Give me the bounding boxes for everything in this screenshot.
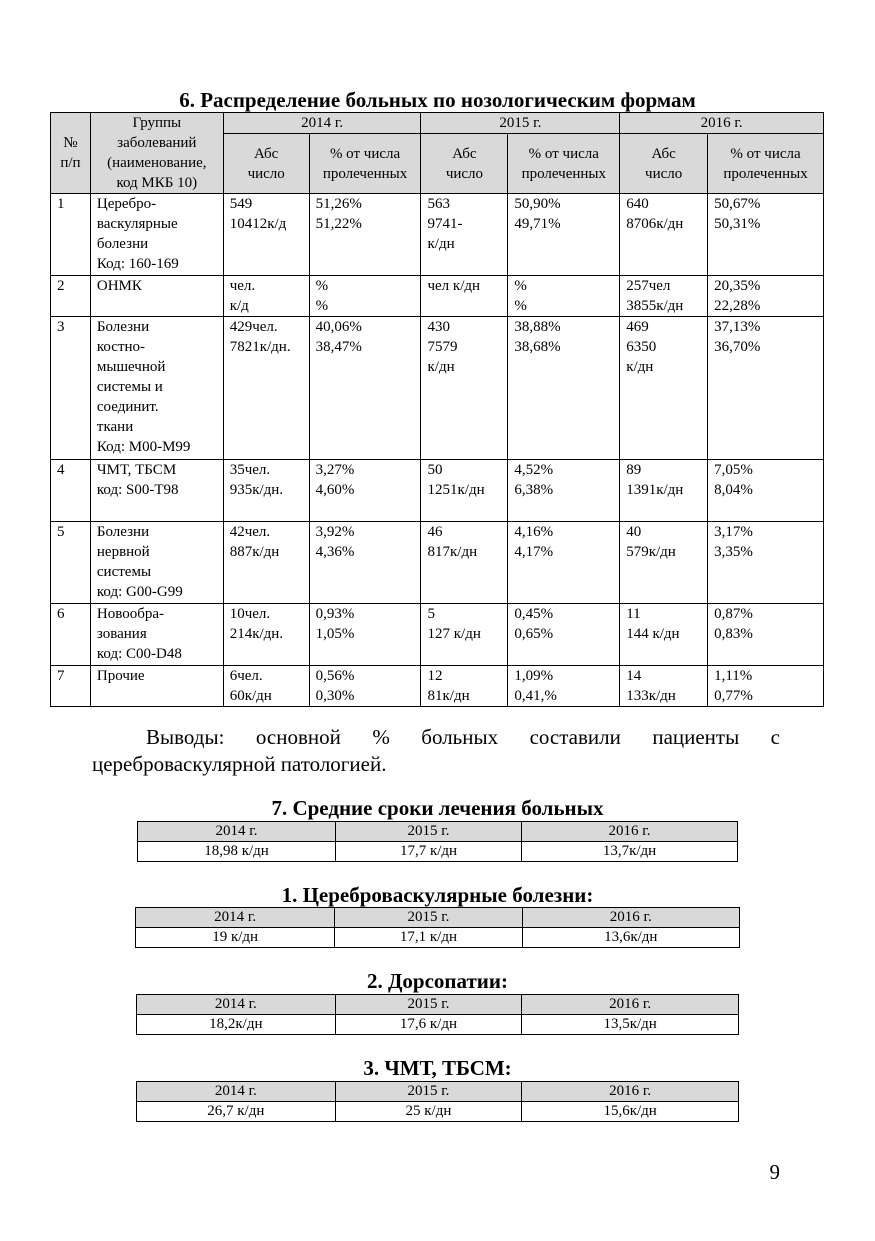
row-group-line: Церебро- (96, 196, 157, 212)
row-value-cell (620, 317, 708, 460)
row-value-cell (223, 194, 309, 276)
header-abs-line: число (445, 165, 484, 182)
row-group-line: соединит. (96, 399, 159, 415)
year-cell: 2016 г. (522, 822, 738, 842)
row-value-line: 6350 (626, 339, 657, 355)
row-value-cell (708, 276, 824, 317)
row-value-line: 50,31% (714, 216, 761, 232)
row-group-line: системы (96, 564, 152, 580)
row-value-line: 3,27% (315, 462, 355, 478)
row-value-line: 7821к/дн. (229, 339, 291, 355)
row-value-line: 89 (626, 462, 642, 478)
row-value-line: % (514, 278, 527, 294)
row-value-line: к/д (229, 298, 249, 314)
row-value-cell (708, 194, 824, 276)
duration-value-row (137, 1015, 739, 1035)
row-value-cell (620, 604, 708, 666)
row-value-line: 38,47% (315, 339, 362, 355)
header-number-line: п/п (60, 155, 81, 171)
table-row (51, 276, 824, 317)
row-number-cell: 2 (51, 276, 91, 317)
row-value-line: 0,87% (714, 606, 753, 622)
row-value-line: 3855к/дн (626, 298, 684, 314)
duration-cell: 26,7 к/дн (137, 1102, 336, 1122)
row-value-line: 7,05% (714, 462, 753, 478)
row-value-line: 50,90% (514, 196, 561, 212)
row-value-line: 469 (626, 319, 649, 335)
row-value-line: 3,92% (315, 524, 355, 540)
duration-cell: 19 к/дн (136, 928, 335, 948)
row-value-cell (309, 276, 421, 317)
row-value-cell (508, 194, 620, 276)
table-row (51, 194, 824, 276)
row-value-line: 1391к/дн (626, 482, 684, 498)
table-row (51, 460, 824, 522)
row-value-line: % (315, 298, 329, 314)
row-value-line: 49,71% (514, 216, 561, 232)
year-cell: 2015 г. (335, 995, 522, 1015)
row-group-line: код: G00-G99 (96, 584, 183, 600)
row-value-line: чел. (229, 278, 256, 294)
conclusion-line-2: цереброваскулярной патологией. (92, 752, 387, 776)
row-group-line: васкулярные (96, 216, 178, 232)
row-value-cell (620, 666, 708, 707)
row-value-line: к/дн (427, 236, 455, 252)
dorsopathy-duration-table (136, 994, 739, 1035)
row-number-cell: 5 (51, 522, 91, 604)
header-pct-line: % от числа (329, 145, 401, 162)
row-value-line: к/дн (626, 359, 654, 375)
duration-cell: 13,7к/дн (522, 842, 738, 862)
row-value-cell (620, 276, 708, 317)
page-number: 9 (769, 1160, 780, 1184)
row-group-line: код: С00-D48 (96, 646, 182, 662)
row-value-cell (309, 317, 421, 460)
row-value-cell (508, 460, 620, 522)
row-value-cell (223, 604, 309, 666)
row-value-line: 14 (626, 668, 642, 684)
year-header-row (138, 822, 738, 842)
row-value-line: 40 (626, 524, 642, 540)
row-value-line: 133к/дн (626, 688, 676, 704)
row-value-line: 935к/дн. (229, 482, 284, 498)
row-value-line: 22,28% (714, 298, 761, 314)
header-abs-cell (620, 134, 708, 194)
duration-cell: 25 к/дн (335, 1102, 522, 1122)
row-value-line: 5 (427, 606, 435, 622)
row-value-cell (421, 194, 508, 276)
row-value-line: 38,88% (514, 319, 561, 335)
row-value-line: 3,35% (714, 544, 753, 560)
row-value-cell (620, 460, 708, 522)
year-cell: 2016 г. (522, 908, 739, 928)
row-value-line: 0,65% (514, 626, 554, 642)
row-value-line: 11 (626, 606, 641, 622)
duration-cell: 13,6к/дн (522, 928, 739, 948)
row-value-line: 8706к/дн (626, 216, 684, 232)
average-duration-table (137, 821, 738, 862)
row-value-cell (708, 604, 824, 666)
header-abs-line: число (645, 165, 683, 182)
row-value-line: 127 к/дн (427, 626, 481, 642)
row-value-line: 429чел. (229, 319, 278, 335)
row-value-cell (508, 522, 620, 604)
row-value-cell (309, 522, 421, 604)
dorsopathy-title: 2. Дорсопатии: (366, 969, 508, 993)
tbi-duration-table (136, 1081, 739, 1122)
row-value-line: 46 (427, 524, 443, 540)
row-value-cell (620, 194, 708, 276)
header-pct-line: пролеченных (521, 165, 606, 182)
row-value-line: 1251к/дн (427, 482, 485, 498)
row-value-line: 0,77% (714, 688, 753, 704)
row-value-line: 10412к/д (229, 216, 287, 232)
header-pct-line: пролеченных (322, 165, 408, 182)
nosology-table-header (51, 113, 824, 194)
row-value-cell (421, 460, 508, 522)
year-cell: 2015 г. (335, 908, 522, 928)
year-cell: 2015 г. (335, 1082, 522, 1102)
section-6-title: 6. Распределение больных по нозологическим формам (179, 88, 696, 112)
header-group-line: (наименование, (107, 155, 207, 171)
row-value-line: 4,16% (514, 524, 554, 540)
duration-cell: 17,1 к/дн (335, 928, 522, 948)
row-number-cell: 3 (51, 317, 91, 460)
header-abs-line: Абс (253, 145, 279, 162)
year-cell: 2014 г. (138, 822, 336, 842)
row-value-line: 12 (427, 668, 443, 684)
row-value-cell (508, 604, 620, 666)
row-number-cell: 7 (51, 666, 91, 707)
row-value-line: к/дн (427, 359, 455, 375)
row-group-cell (90, 460, 223, 522)
row-group-cell (90, 317, 223, 460)
row-group-line: Код: 160-169 (96, 256, 179, 272)
row-value-line: % (514, 298, 527, 314)
row-value-line: 0,56% (315, 668, 355, 684)
row-value-line: 20,35% (714, 278, 761, 294)
row-value-line: 4,52% (514, 462, 554, 478)
year-cell: 2014 г. (136, 908, 335, 928)
row-value-line: 1,09% (514, 668, 554, 684)
header-pct-cell (708, 134, 824, 194)
duration-cell: 18,2к/дн (137, 1015, 336, 1035)
row-value-line: 50,67% (714, 196, 761, 212)
header-number-line: № (63, 135, 78, 151)
header-abs-line: Абс (452, 145, 477, 162)
row-value-line: 7579 (427, 339, 458, 355)
row-value-cell (620, 522, 708, 604)
row-value-line: 579к/дн (626, 544, 676, 560)
row-value-cell (708, 666, 824, 707)
row-number-cell: 6 (51, 604, 91, 666)
row-number-cell: 1 (51, 194, 91, 276)
row-value-line: 51,26% (315, 196, 362, 212)
duration-cell: 13,5к/дн (522, 1015, 739, 1035)
row-value-line: чел к/дн (427, 278, 481, 294)
header-pct-line: % от числа (528, 145, 599, 162)
header-year-2015: 2015 г. (421, 113, 620, 134)
row-value-line: 6чел. (229, 668, 263, 684)
year-cell: 2015 г. (336, 822, 522, 842)
row-value-line: 3,17% (714, 524, 753, 540)
year-header-row (137, 1082, 739, 1102)
row-value-line: 10чел. (229, 606, 271, 622)
row-value-line: 38,68% (514, 339, 561, 355)
row-value-cell (223, 666, 309, 707)
row-group-line: костно- (96, 339, 146, 355)
row-value-line: 144 к/дн (626, 626, 680, 642)
header-abs-line: Абс (651, 145, 676, 162)
header-year-2016: 2016 г. (620, 113, 824, 134)
row-value-line: 6,38% (514, 482, 554, 498)
table-row (51, 604, 824, 666)
year-cell: 2016 г. (522, 995, 739, 1015)
tbi-title: 3. ЧМТ, ТБСМ: (363, 1056, 512, 1080)
row-value-line: 549 (229, 196, 253, 212)
cerebrovascular-title: 1. Цереброваскулярные болезни: (281, 883, 594, 907)
row-group-line: ЧМТ, ТБСМ (96, 462, 177, 478)
row-value-line: 0,45% (514, 606, 554, 622)
row-value-line: 430 (427, 319, 450, 335)
row-group-line: Болезни (96, 524, 150, 540)
row-value-cell (708, 460, 824, 522)
table-row (51, 317, 824, 460)
row-group-line: зования (96, 626, 147, 642)
row-value-line: 36,70% (714, 339, 761, 355)
row-group-cell (90, 604, 223, 666)
row-value-line: 4,17% (514, 544, 554, 560)
row-value-cell (421, 522, 508, 604)
header-pct-line: % от числа (730, 145, 801, 162)
row-group-line: системы и (96, 379, 163, 395)
nosology-table (50, 112, 824, 707)
duration-cell: 17,7 к/дн (336, 842, 522, 862)
row-value-line: 50 (427, 462, 443, 478)
section-7-title: 7. Средние сроки лечения больных (271, 796, 604, 820)
row-value-line: 0,30% (315, 688, 355, 704)
table-row (51, 666, 824, 707)
row-group-line: Прочие (96, 668, 145, 684)
header-abs-cell (421, 134, 508, 194)
header-pct-line: пролеченных (723, 165, 808, 182)
row-value-cell (223, 276, 309, 317)
duration-cell: 17,6 к/дн (335, 1015, 522, 1035)
row-value-line: 60к/дн (229, 688, 272, 704)
header-group-line: заболеваний (117, 135, 197, 151)
row-value-cell (421, 666, 508, 707)
year-cell: 2016 г. (522, 1082, 739, 1102)
row-value-line: % (315, 278, 329, 294)
row-value-line: 40,06% (315, 319, 362, 335)
row-value-line: 37,13% (714, 319, 761, 335)
row-group-line: Болезни (96, 319, 150, 335)
year-cell: 2014 г. (137, 995, 336, 1015)
nosology-table-body (51, 194, 824, 707)
row-value-cell (421, 604, 508, 666)
row-value-line: 51,22% (315, 216, 362, 232)
header-pct-cell (508, 134, 620, 194)
row-group-line: нервной (96, 544, 150, 560)
row-value-cell (309, 194, 421, 276)
row-value-line: 1,11% (714, 668, 753, 684)
duration-value-row (138, 842, 738, 862)
row-value-cell (223, 317, 309, 460)
row-group-cell (90, 522, 223, 604)
header-number-cell (51, 113, 91, 194)
row-value-cell (309, 604, 421, 666)
row-value-cell (708, 522, 824, 604)
row-number-cell: 4 (51, 460, 91, 522)
row-group-cell (90, 276, 223, 317)
header-year-2014: 2014 г. (223, 113, 421, 134)
row-group-line: код: S00-T98 (96, 482, 179, 498)
row-group-cell (90, 666, 223, 707)
row-value-line: 0,83% (714, 626, 753, 642)
row-value-cell (421, 317, 508, 460)
row-value-line: 0,41,% (514, 688, 557, 704)
table-row (51, 522, 824, 604)
cerebrovascular-duration-table (135, 907, 740, 948)
row-group-line: болезни (96, 236, 149, 252)
row-value-line: 4,36% (315, 544, 355, 560)
year-header-row (137, 995, 739, 1015)
row-group-cell (90, 194, 223, 276)
row-value-cell (708, 317, 824, 460)
row-value-line: 887к/дн (229, 544, 280, 560)
row-value-line: 4,60% (315, 482, 355, 498)
duration-cell: 15,6к/дн (522, 1102, 739, 1122)
row-group-line: мышечной (96, 359, 166, 375)
row-value-line: 640 (626, 196, 649, 212)
row-value-line: 81к/дн (427, 688, 470, 704)
row-group-line: ткани (96, 419, 134, 435)
row-value-line: 257чел (626, 278, 671, 294)
conclusion-line-1: Выводы: основной % больных составили пациенты с (146, 725, 780, 749)
header-group-line: код МКБ 10) (116, 175, 198, 191)
year-header-row (136, 908, 740, 928)
row-value-cell (223, 522, 309, 604)
row-value-cell (508, 666, 620, 707)
row-group-line: Код: М00-М99 (96, 439, 191, 455)
row-group-line: Новообра- (96, 606, 164, 622)
duration-cell: 18,98 к/дн (138, 842, 336, 862)
row-value-cell (421, 276, 508, 317)
row-value-line: 214к/дн. (229, 626, 284, 642)
header-group-line: Группы (132, 115, 182, 131)
row-value-line: 563 (427, 196, 450, 212)
duration-value-row (136, 928, 740, 948)
header-abs-cell (223, 134, 309, 194)
row-value-cell (508, 317, 620, 460)
header-abs-line: число (247, 165, 285, 182)
row-value-line: 8,04% (714, 482, 753, 498)
header-pct-cell (309, 134, 421, 194)
row-value-cell (309, 666, 421, 707)
year-cell: 2014 г. (137, 1082, 336, 1102)
row-value-line: 0,93% (315, 606, 355, 622)
row-value-line: 1,05% (315, 626, 355, 642)
row-value-cell (309, 460, 421, 522)
row-value-line: 42чел. (229, 524, 271, 540)
row-value-line: 817к/дн (427, 544, 478, 560)
duration-value-row (137, 1102, 739, 1122)
row-value-line: 9741- (427, 216, 463, 232)
row-group-line: ОНМК (96, 278, 142, 294)
row-value-cell (508, 276, 620, 317)
row-value-cell (223, 460, 309, 522)
row-value-line: 35чел. (229, 462, 271, 478)
header-group-cell (90, 113, 223, 194)
